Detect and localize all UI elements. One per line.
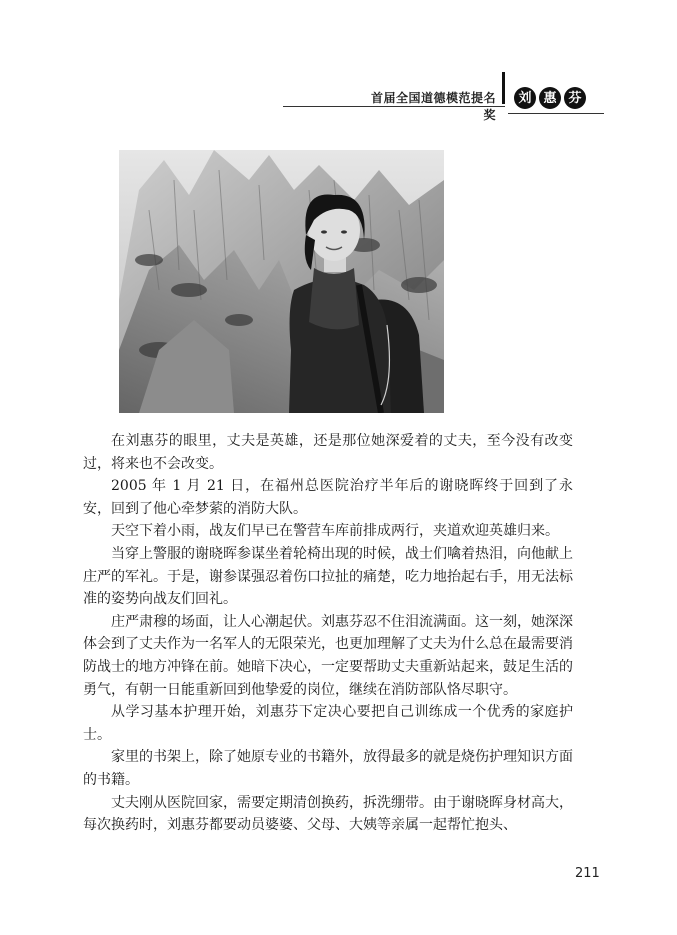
paragraph: 家里的书架上，除了她原专业的书籍外，放得最多的就是烧伤护理知识方面的书籍。 <box>83 749 573 788</box>
name-seal-1: 刘 <box>514 87 536 109</box>
running-header-title: 首届全国道德模范提名奖 <box>370 91 496 122</box>
paragraph: 当穿上警服的谢晓晖参谋坐着轮椅出现的时候，战士们噙着热泪，向他献上庄严的军礼。于是，谢参谋强忍着伤口拉扯的痛楚，吃力地抬起右手，用无法标准的姿势向战友们回礼。 <box>83 545 573 608</box>
paragraph: 在刘惠芬的眼里，丈夫是英雄，还是那位她深爱着的丈夫，至今没有改变过，将来也不会改变。 <box>83 433 573 472</box>
name-seal-3: 芬 <box>564 87 586 109</box>
name-seal-2: 惠 <box>539 87 561 109</box>
header-rule-right <box>508 113 604 114</box>
portrait-photo <box>119 150 444 413</box>
paragraph: 从学习基本护理开始，刘惠芬下定决心要把自己训练成一个优秀的家庭护士。 <box>83 704 573 743</box>
paragraph: 庄严肃穆的场面，让人心潮起伏。刘惠芬忍不住泪流满面。这一刻，她深深体会到了丈夫作为一名军人的无限荣光，也更加理解了丈夫为什么总在最需要消防战士的地方冲锋在前。她暗下决心，一定要帮助丈夫重新站起来，鼓足生活的勇气，有朝一日能重新回到他挚爱的岗位，继续在消防部队恪尽职守。 <box>83 613 573 698</box>
header-divider-bar <box>502 72 505 104</box>
paragraph: 天空下着小雨，战友们早已在警营车库前排成两行，夹道欢迎英雄归来。 <box>111 523 559 540</box>
paragraph: 丈夫刚从医院回家，需要定期清创换药，拆洗绷带。由于谢晓晖身材高大，每次换药时，刘惠芬都要动员婆婆、父母、大姨等亲属一起帮忙抱头、 <box>83 794 573 834</box>
name-seal-group <box>514 87 586 109</box>
article-body <box>83 430 573 837</box>
page-number: 211 <box>575 866 600 881</box>
paragraph: 2005 年 1 月 21 日，在福州总医院治疗半年后的谢晓晖终于回到了永安，回到了他心牵梦萦的消防大队。 <box>83 478 573 517</box>
